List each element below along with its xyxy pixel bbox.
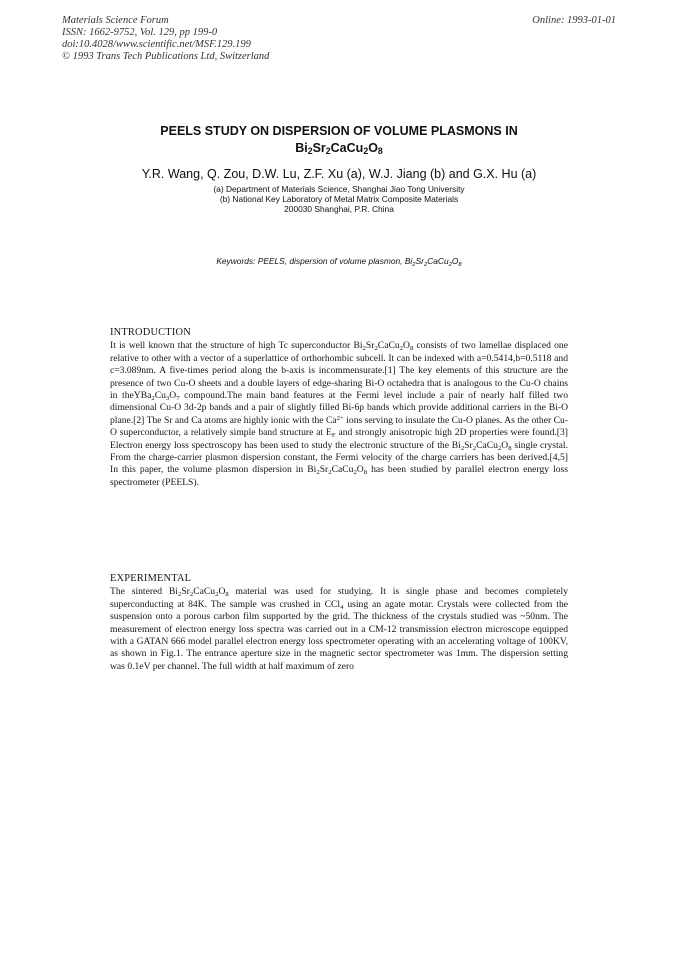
journal-name: Materials Science Forum bbox=[62, 15, 169, 26]
publication-header bbox=[62, 15, 269, 63]
copyright-line: © 1993 Trans Tech Publications Ltd, Switzerland bbox=[62, 51, 270, 62]
keywords-line: Keywords: PEELS, dispersion of volume plasmon, $Bi_2Sr_2CaCu_2O_8$ bbox=[216, 256, 462, 268]
doi-line: doi:10.4028/www.scientific.net/MSF.129.199 bbox=[62, 39, 251, 50]
introduction-section bbox=[110, 327, 568, 489]
online-date: Online: 1993-01-01 bbox=[532, 15, 616, 26]
affiliation-address: 200030 Shanghai, P.R. China bbox=[284, 204, 394, 214]
paper-title bbox=[0, 123, 678, 157]
affiliations bbox=[0, 184, 678, 214]
experimental-section bbox=[110, 573, 568, 673]
introduction-heading: INTRODUCTION bbox=[110, 327, 191, 338]
affiliation-a: (a) Department of Materials Science, Shanghai Jiao Tong University bbox=[213, 184, 465, 194]
affiliation-b: (b) National Key Laboratory of Metal Matrix Composite Materials bbox=[219, 194, 459, 204]
author-list: Y.R. Wang, Q. Zou, D.W. Lu, Z.F. Xu (a), W.J. Jiang (b) and G.X. Hu (a) bbox=[141, 167, 537, 181]
issn-line: ISSN: 1662-9752, Vol. 129, pp 199-0 bbox=[62, 27, 218, 38]
title-formula: $Bi_2Sr_2CaCu_2O_8$ bbox=[295, 141, 383, 156]
experimental-heading: EXPERIMENTAL bbox=[110, 573, 192, 584]
introduction-paragraph: It is well known that the structure of high Tc superconductor $Bi_2Sr_2CaCu_2O_8$ consists of two lamellae displaced one relative to other with a vector of a superlattice of orthorhombic subcell. It can be indexed with a=0.5414,b=0.5118 and c=3.089nm. A five-times period along the b-axis is incommensurate.[1] The key elements of this structure are the presence of two Cu-O sheets and a double layers of edge-sharing Bi-O octahedra that is analogous to the Cu-O chains in $theYBa_2Cu_3O_7$ compound.The main band features at the Fermi level include a pair of nearly half filled two dimensional Cu-O 3d-2p bands and a pair of slightly filled Bi-6p bands which provide additional carriers in the Bi-O plane.[2] The Sr and Ca atoms are highly ionic with the $Ca^{2+}$ ions serving to insulate the Cu-O planes. As the other Cu-O superconductor, a relatively simple band structure at $E_F$ and strongly anisotropic high 2D properties were found.[3] Electron energy loss spectroscopy has been used to study the electronic structure of the $Bi_2Sr_2CaCu_2O_8$ single crystal. From the charge-carrier plasmon dispersion constant, the Fermi velocity of the charge carriers has been derived.[4,5] In this paper, the volume plasmon dispersion in $Bi_2Sr_2CaCu_2O_8$ has been studied by parallel electron energy loss spectrometer (PEELS). bbox=[110, 340, 569, 488]
experimental-paragraph: The sintered $Bi_2Sr_2CaCu_2O_8$ material was used for studying. It is single phase and becomes completely superconducting at 84K. The sample was crushed in CCl$_4$ using an agate motar. Crystals were collected from the suspension onto a porous carbon film supported by the grid. The thickness of the crystals studied was ~50nm. The measurement of electron energy loss spectra was carried out in a CM-12 transmission electron microscope equipped with a GATAN 666 model parallel electron energy loss spectrometer operating with an accelerating voltage of 100KV, as shown in Fig.1. The entrance aperture size in the magnetic sector spectrometer was 1mm. The dispersion setting was 0.1eV per channel. The full width at half maximum of zero bbox=[110, 586, 568, 672]
title-line-1: PEELS STUDY ON DISPERSION OF VOLUME PLASMONS IN bbox=[160, 124, 518, 138]
